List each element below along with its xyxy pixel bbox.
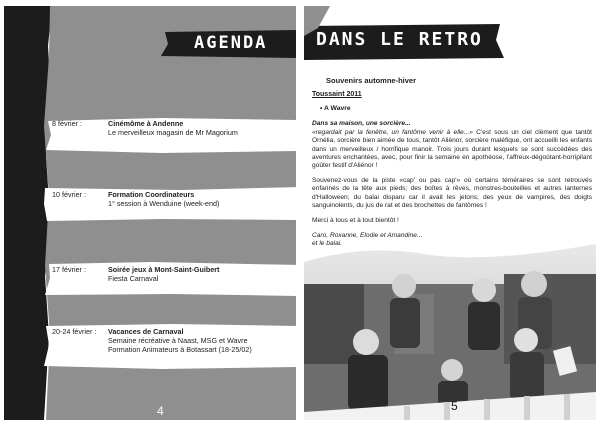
article-text	[312, 120, 592, 249]
section-subtitle: Souvenirs automne-hiver	[326, 76, 417, 85]
event-detail: Semaine récréative à Naast, MSG et Wavre	[108, 336, 248, 345]
event-detail: Fiesta Carnaval	[108, 274, 159, 283]
article-paragraph: C'est sous un ciel clément que tantôt Ornélia, sorcière bien aimée de tous, tantôt Aliénor, sorcière maléfique, ont accueilli les enfants dans un merveilleux / horrifique manoir. Trois jours durant lesquels se sont succédées des aventures enchantées, avec, pour finir la semaine en apothéose, l'affreux-dégoûtant-horripilant goûter festif d'Aliénor !	[312, 129, 592, 170]
event-date: 20-24 février :	[52, 327, 97, 336]
event-title: Soirée jeux à Mont-Saint-Guibert	[108, 265, 220, 274]
event-title: Formation Coordinateurs	[108, 190, 195, 199]
event-title: Vacances de Carnaval	[108, 327, 184, 336]
retro-heading: DANS LE RETRO	[316, 29, 483, 50]
page-retro	[304, 6, 596, 420]
article-paragraph: Merci à tous et à tout bientôt !	[312, 217, 399, 225]
event-detail: Formation Animateurs à Botassart (18-25/02)	[108, 345, 252, 354]
witch-photo	[304, 244, 596, 420]
page-number: 5	[451, 399, 458, 413]
event-title: Cinémôme à Andenne	[108, 119, 184, 128]
article-lead: Dans sa maison, une sorcière...	[312, 120, 411, 127]
event-date: 8 février :	[52, 119, 82, 128]
signature: et le balai.	[312, 240, 343, 248]
location-bullet: • A Wavre	[320, 105, 351, 112]
page-number: 4	[157, 404, 164, 418]
signature: Caro, Roxanne, Elodie et Amandine...	[312, 232, 423, 240]
page-agenda	[4, 6, 296, 420]
event-date: 17 février :	[52, 265, 86, 274]
agenda-heading: AGENDA	[194, 33, 268, 53]
event-date: 10 février :	[52, 190, 86, 199]
article-quote: «regardait par la fenêtre, un fantôme venir à elle...»	[312, 129, 473, 137]
article-paragraph: Souvenez-vous de la piste «cap' ou pas cap'» où certains téméraires se sont retrouvés enfarinés de la tête aux pieds; des boîtes à rêves, monstres-bouteilles et autres lanternes d'Halloween; du balai disparu car il avait les jetons; des yeux de vampires, des doigts sanguinolents, du jus de rat et des brochettes de fantômes !	[312, 177, 592, 209]
event-detail: 1° session à Wenduine (week-end)	[108, 199, 220, 208]
event-detail: Le merveilleux magasin de Mr Magorium	[108, 128, 238, 137]
section-heading: Toussaint 2011	[312, 91, 362, 98]
